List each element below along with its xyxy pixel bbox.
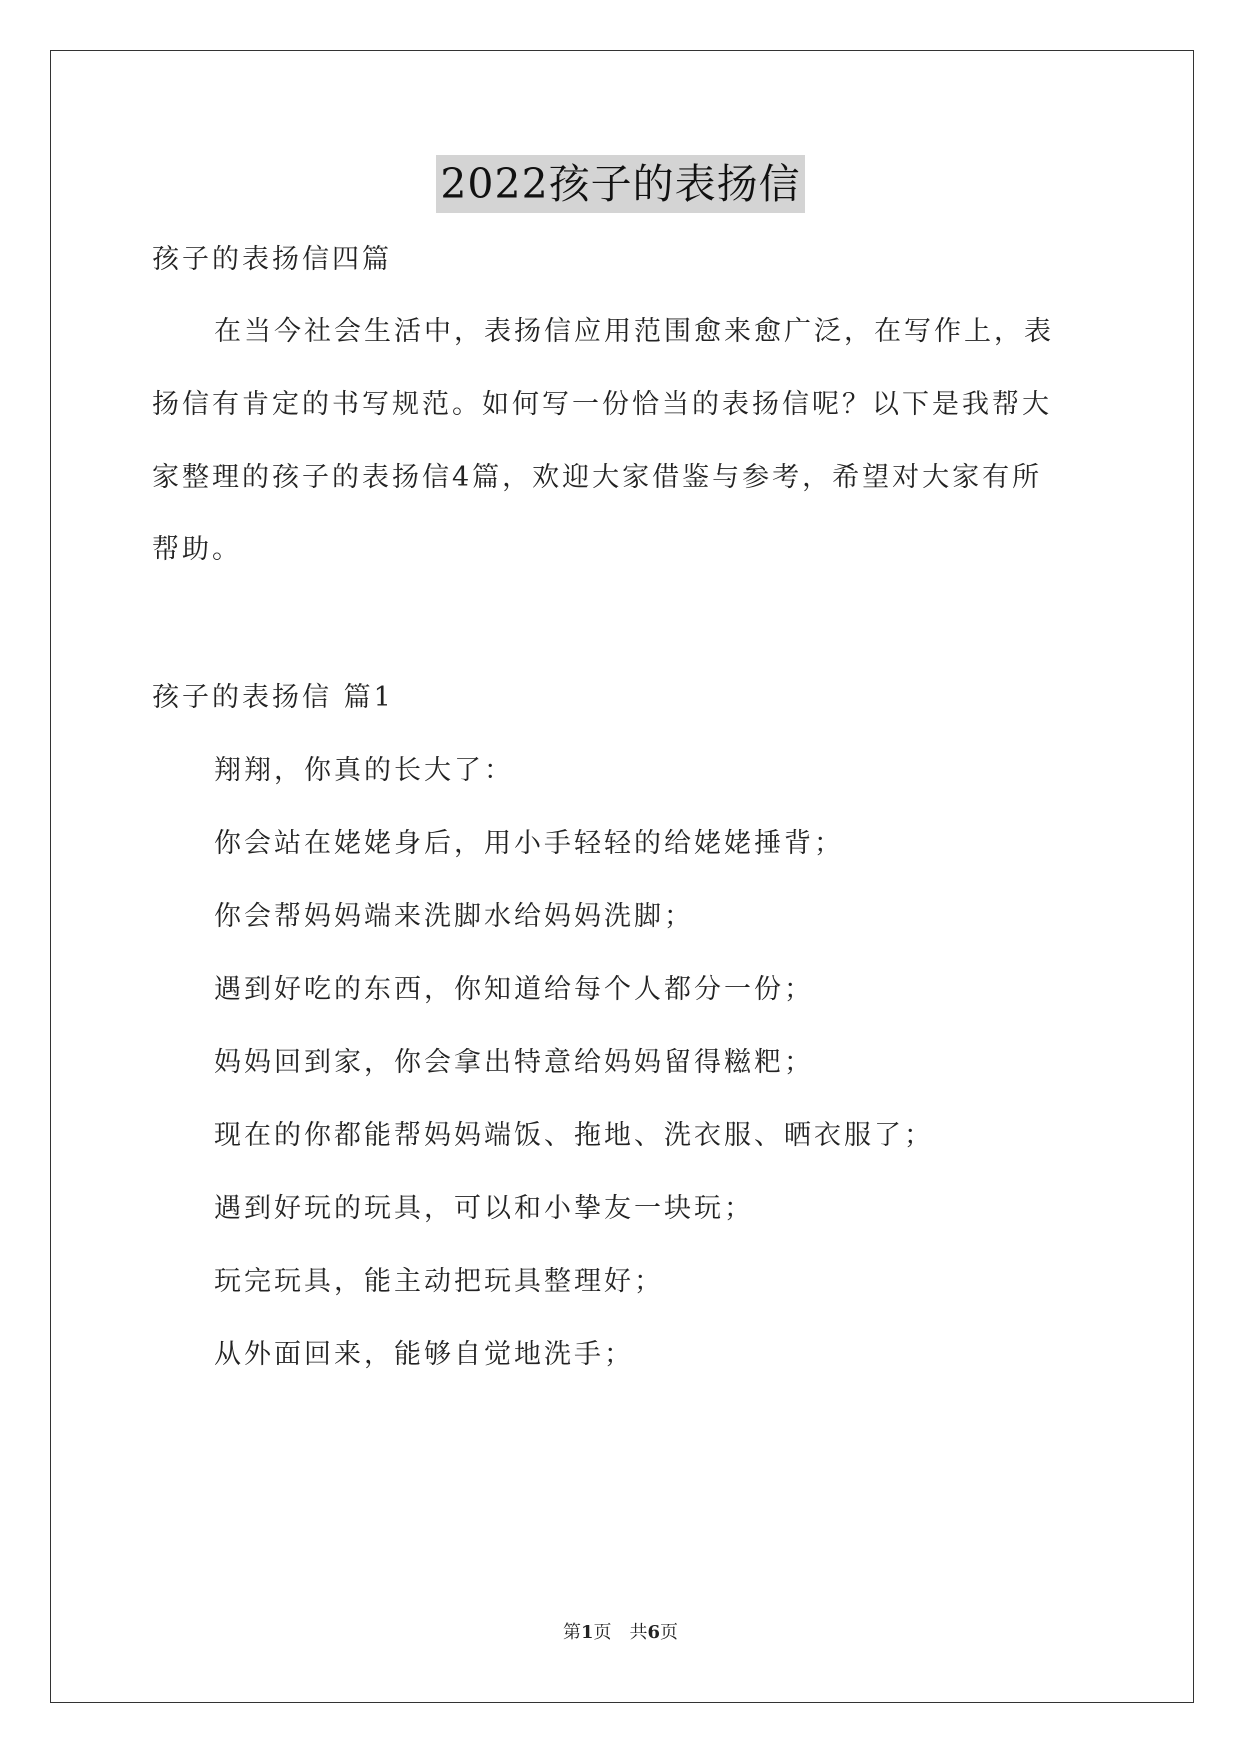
letter-line: 从外面回来，能够自觉地洗手； — [214, 1339, 634, 1370]
page-footer — [0, 1618, 1241, 1644]
letter-line: 妈妈回到家，你会拿出特意给妈妈留得糍粑； — [214, 1047, 814, 1078]
letter-line: 遇到好玩的玩具，可以和小挚友一块玩； — [214, 1193, 754, 1224]
footer-mid: 页 共 — [593, 1622, 648, 1643]
title-container — [0, 155, 1241, 213]
footer-suffix: 页 — [660, 1622, 679, 1643]
letter-line: 玩完玩具，能主动把玩具整理好； — [214, 1266, 664, 1297]
intro-line: 帮助。 — [152, 534, 242, 565]
document-title: 2022孩子的表扬信 — [436, 155, 804, 213]
section-heading: 孩子的表扬信 篇1 — [152, 682, 394, 713]
letter-line: 翔翔，你真的长大了： — [214, 755, 514, 786]
footer-current-page: 1 — [580, 1622, 594, 1643]
page-border — [50, 50, 1194, 1703]
intro-line: 扬信有肯定的书写规范。如何写一份恰当的表扬信呢？以下是我帮大 — [152, 389, 1052, 420]
subtitle: 孩子的表扬信四篇 — [152, 244, 392, 275]
letter-line: 遇到好吃的东西，你知道给每个人都分一份； — [214, 974, 814, 1005]
letter-line: 你会站在姥姥身后，用小手轻轻的给姥姥捶背； — [214, 828, 844, 859]
intro-line: 在当今社会生活中，表扬信应用范围愈来愈广泛，在写作上，表 — [214, 316, 1054, 347]
footer-prefix: 第 — [562, 1622, 581, 1643]
footer-total-pages: 6 — [647, 1622, 661, 1643]
letter-line: 现在的你都能帮妈妈端饭、拖地、洗衣服、晒衣服了； — [214, 1120, 934, 1151]
letter-line: 你会帮妈妈端来洗脚水给妈妈洗脚； — [214, 901, 694, 932]
intro-line: 家整理的孩子的表扬信4篇，欢迎大家借鉴与参考，希望对大家有所 — [152, 462, 1043, 493]
